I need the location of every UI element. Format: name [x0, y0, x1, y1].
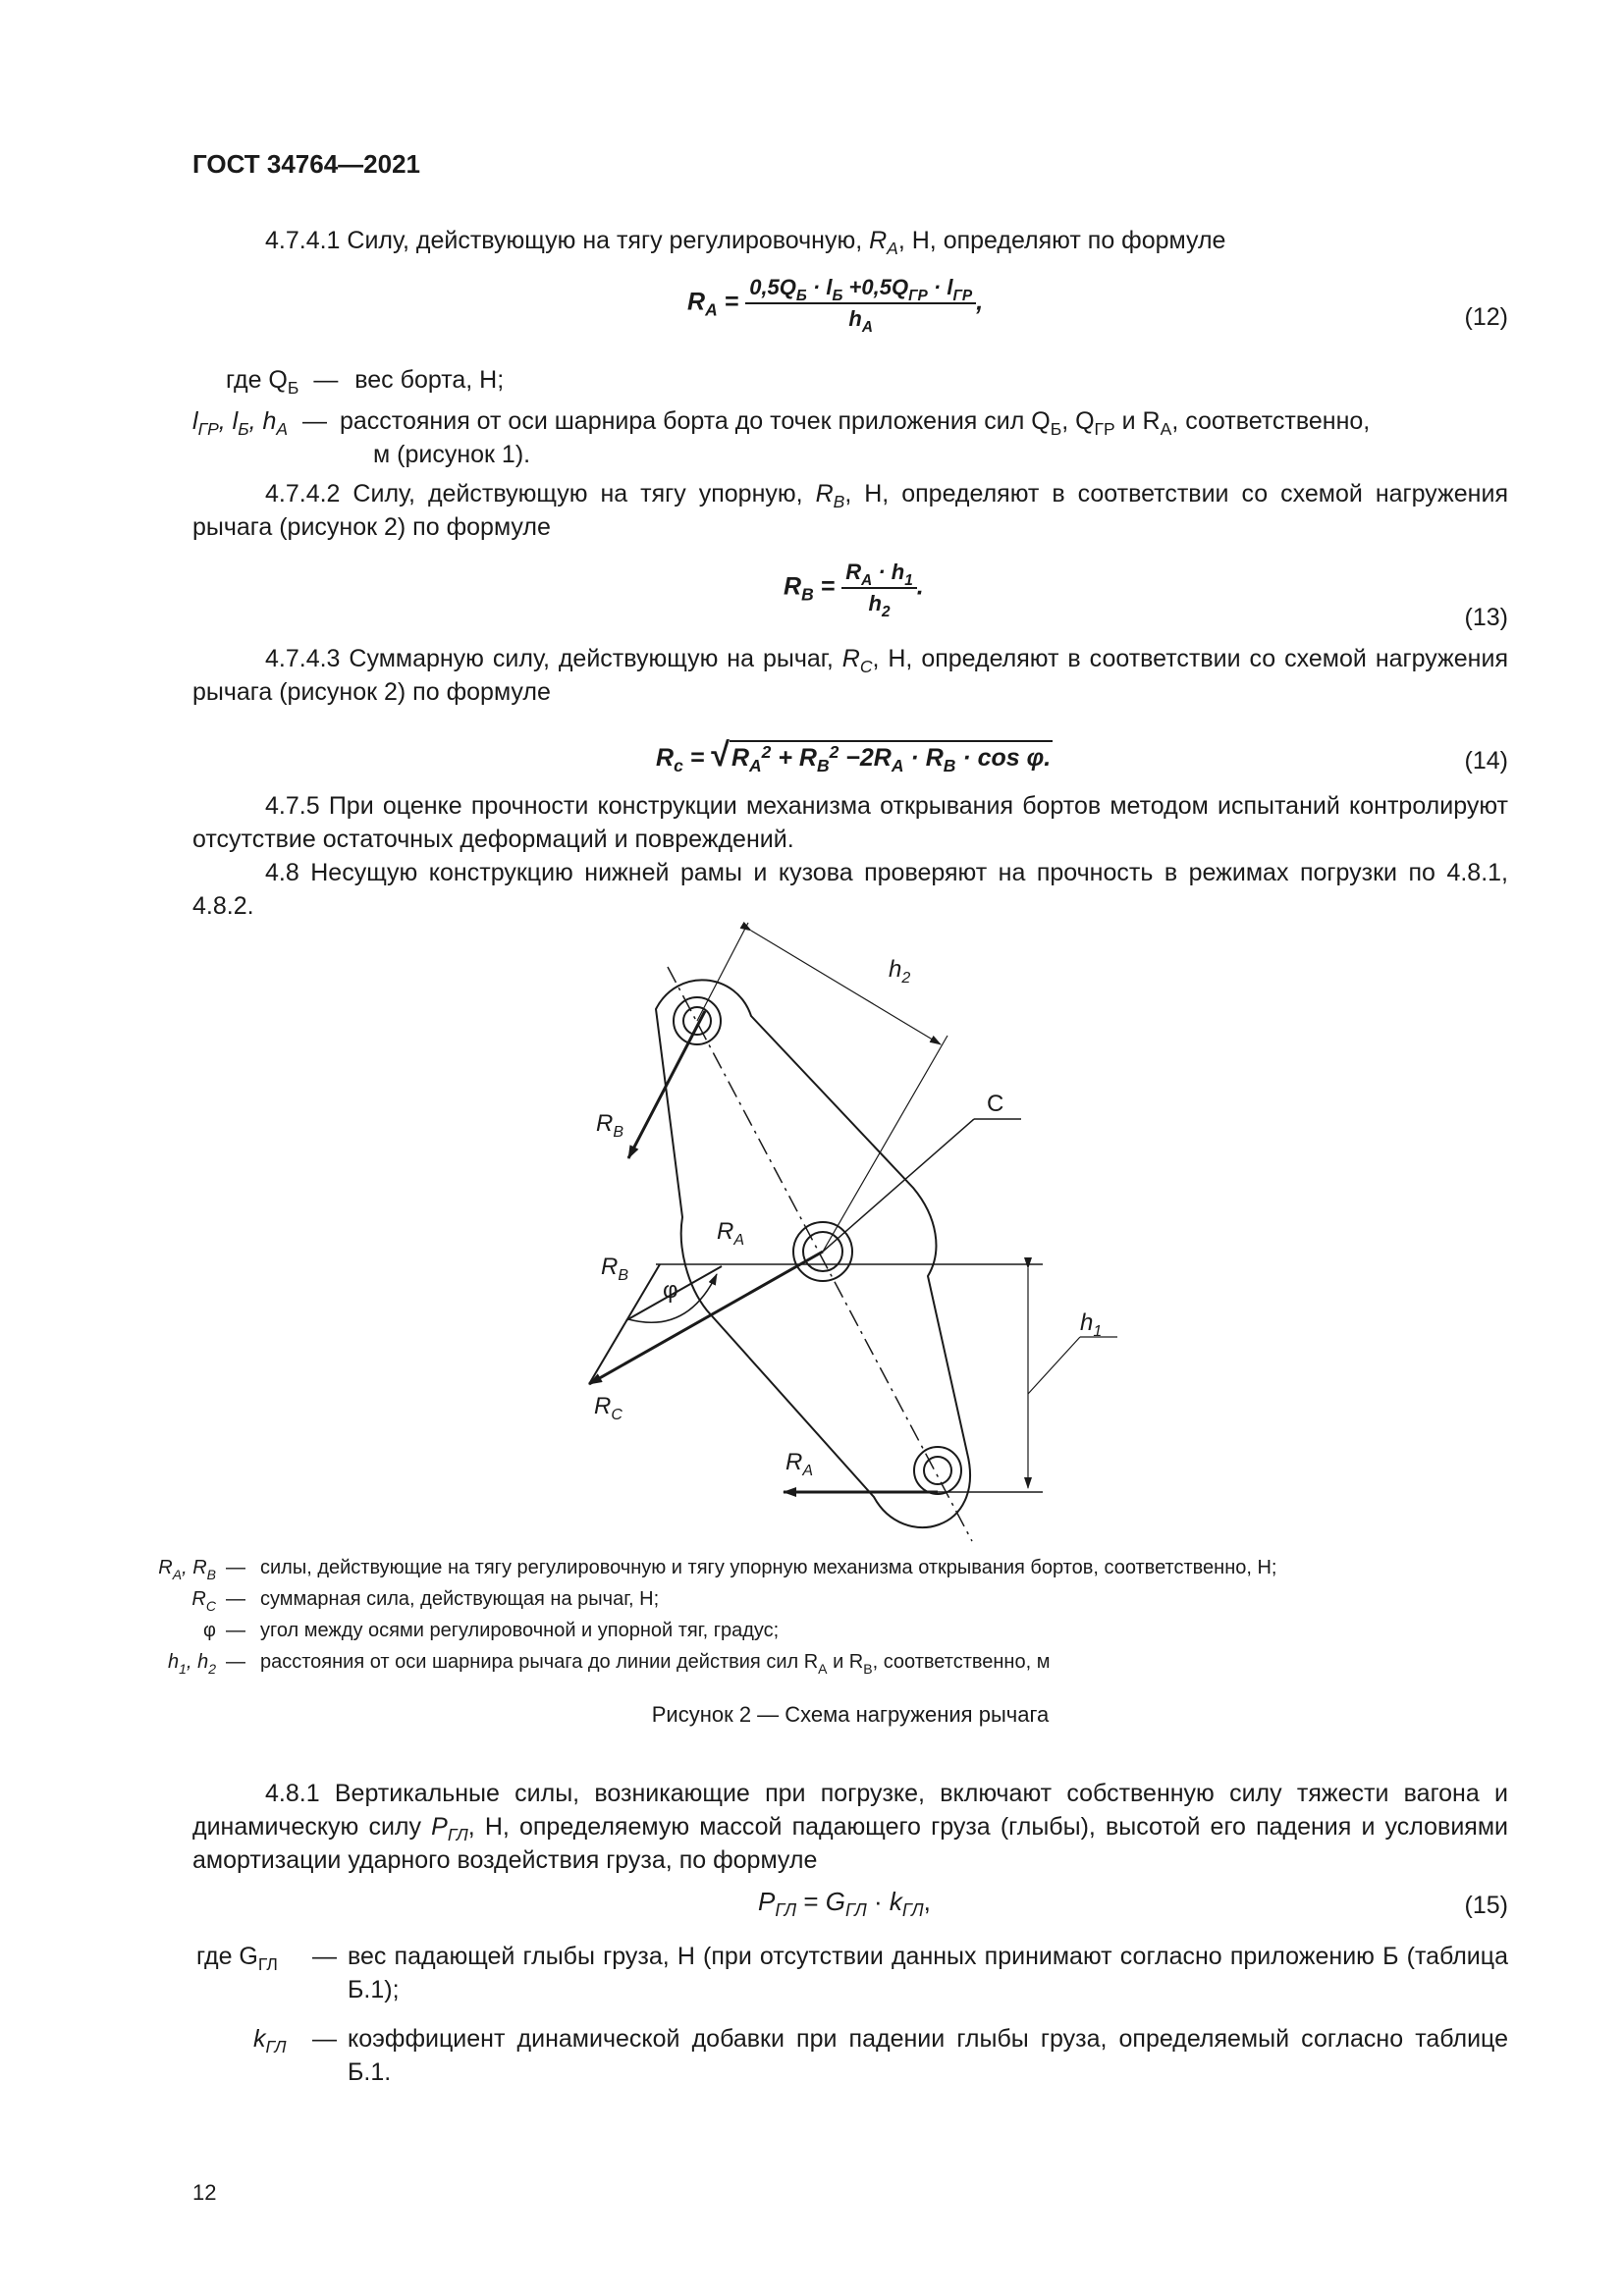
formula-15: $P_{ГЛ} = G_{ГЛ} \cdot k_{ГЛ}$, [758, 1887, 931, 1920]
leader-c [823, 1119, 974, 1252]
label-phi: φ [663, 1277, 678, 1304]
pivot-bottom-outer [914, 1447, 961, 1494]
label-ra-bottom: $R_A$ [785, 1449, 814, 1479]
label-rb-top: $R_B$ [596, 1110, 624, 1141]
paragraph-4-7-4-3: 4.7.4.3 Суммарную силу, действующую на рычаг, $R_C$, Н, определяют в соответствии со схемой нагружения рычага (рисунок 2) по формуле [192, 645, 1508, 706]
where-term: где $Q_Б$ [226, 366, 299, 398]
formula-12: $R_A$ = $\frac{0,5Q_Б \cdot l_Б +0,5Q_{ГР} \cdot l_{ГР}}{h_A}$ , [687, 275, 984, 336]
label-h2: $h_2$ [889, 956, 911, 987]
where-term-k: $k_{ГЛ}$ [253, 2025, 287, 2056]
figure-caption: Рисунок 2 — Схема нагружения рычага [651, 1702, 1050, 1727]
where-text: расстояния от оси шарнира борта до точек приложения сил $Q_Б$, $Q_{ГР}$ и $R_A$, соответственно, [340, 407, 1371, 439]
force-rb-top [628, 1011, 705, 1158]
figure-legend: $R_A$, $R_B$ — силы, действующие на тягу регулировочную и тягу упорную механизма открывания бортов, соответственно, Н; $R_C$ — суммарная сила, действующая на рычаг, Н; φ — угол между осями регулировочной и упорной тяг, градус; $h_1$, $h_2$ — расстояния от оси шарнира рычага до линии действия сил $R_A$ и $R_B$, соответственно, м [158, 1557, 1277, 1677]
paragraph-text: , Н, определяют по формуле [897, 227, 1226, 254]
equation-number-14: (14) [1464, 747, 1508, 774]
paragraph-4-8-1: 4.8.1 Вертикальные силы, возникающие при погрузке, включают собственную силу тяжести вагона и динамическую силу $P_{ГЛ}$, Н, определяемую массой падающего груза (глыбы), высотой его падения и условиями амортизации ударного воздействия груза, по формуле [192, 1780, 1508, 1874]
label-ra-mid: $R_A$ [717, 1218, 745, 1249]
page-number: 12 [192, 2180, 217, 2205]
formula-14: $R_c = √R_A^2 + R_B^2 -2R_A \cdot R_B \cdot \cos \varphi$. [656, 736, 1052, 775]
formula-12-fraction: $\frac{0,5Q_Б \cdot l_Б +0,5Q_{ГР} \cdot l_{ГР}}{h_A}$ [745, 273, 976, 334]
label-rb-mid: $R_B$ [601, 1254, 629, 1284]
paragraph-4-7-5: 4.7.5 При оценке прочности конструкции механизма открывания бортов методом испытаний контролируют отсутствие остаточных деформаций и повреждений. [192, 792, 1508, 853]
h2-extension-1 [697, 923, 748, 1021]
label-h1: $h_1$ [1080, 1309, 1103, 1340]
paragraph-4-8: 4.8 Несущую конструкцию нижней рамы и кузова проверяют на прочность в режимах погрузки по 4.8.1, 4.8.2. [192, 859, 1508, 920]
where-text: вес борта, Н; [354, 366, 505, 394]
symbol-ra: $R_A$ [869, 227, 898, 258]
label-rc: $R_C$ [594, 1393, 623, 1423]
where-row-lengths: $l_{ГР}$, $l_Б$, $h_A$ — расстояния от оси шарнира борта до точек приложения сил $Q_Б$, $Q_{ГР}$ и $R_A$, соответственно, [192, 407, 1371, 439]
equation-number-12: (12) [1464, 303, 1508, 331]
dash: — [312, 2025, 337, 2053]
equation-number-15: (15) [1464, 1892, 1508, 1919]
where-text-continuation: м (рисунок 1). [373, 441, 531, 468]
dash: — [312, 1943, 337, 1970]
h1-leader [1028, 1337, 1080, 1394]
h2-dimension-line [751, 931, 941, 1044]
lever-outline [656, 980, 970, 1527]
pivot-bottom-inner [924, 1457, 951, 1484]
where-term: $l_{ГР}$, $l_Б$, $h_A$ [192, 407, 289, 439]
paragraph-text: 4.7.4.1 Силу, действующую на тягу регулировочную, [265, 227, 870, 254]
where-text-k: коэффициент динамической добавки при падении глыбы груза, определяемый согласно таблице Б.1. [348, 2025, 1508, 2086]
label-c: C [987, 1091, 1004, 1117]
where-term-g: где $G_{ГЛ}$ [196, 1943, 278, 1974]
document-code: ГОСТ 34764—2021 [192, 149, 420, 179]
where-block-2 [196, 1940, 1512, 2086]
equation-number-13: (13) [1464, 604, 1508, 631]
where-text-g: вес падающей глыбы груза, Н (при отсутствии данных принимают согласно приложению Б (таблица Б.1); [348, 1943, 1508, 2003]
formula-13: $R_B$ = $\frac{R_A \cdot h_1}{h_2}$ . [784, 560, 924, 620]
paragraph-4-7-4-2: 4.7.4.2 Силу, действующую на тягу упорную, $R_B$, Н, определяют в соответствии со схемой нагружения рычага (рисунок 2) по формуле [192, 480, 1508, 541]
h2-extension-2 [823, 1036, 947, 1252]
dash: — [313, 366, 339, 394]
